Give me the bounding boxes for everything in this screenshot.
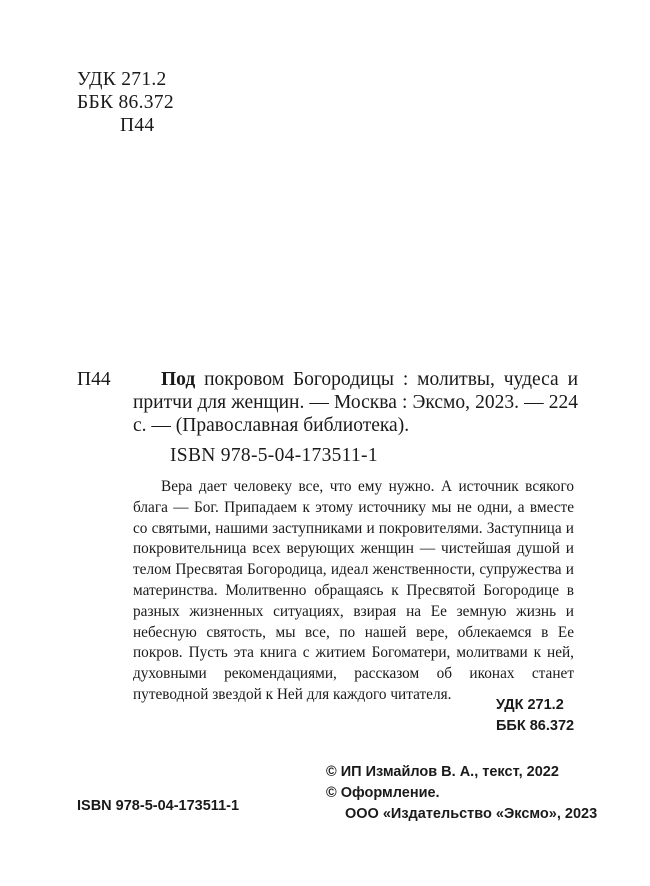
footer-classification xyxy=(496,695,574,737)
copyright-line-design: © Оформление. xyxy=(326,785,440,801)
bibliographic-text: покровом Богородицы : молитвы, чудеса и притчи для женщин. — Москва : Эксмо, 2023. — 224 с. — (Православная библиотека). xyxy=(133,369,579,436)
copyright-line-author: © ИП Измайлов В. А., текст, 2022 xyxy=(326,764,559,780)
udk-code: УДК 271.2 xyxy=(77,69,167,90)
bibliographic-description xyxy=(133,368,578,437)
bbk-code: ББК 86.372 xyxy=(77,92,174,113)
entry-author-sign: П44 xyxy=(77,369,111,390)
footer-bbk: ББК 86.372 xyxy=(496,718,575,734)
author-sign: П44 xyxy=(120,115,155,136)
title-first-word: Под xyxy=(161,369,196,390)
copyright-block xyxy=(326,762,597,825)
footer-udk: УДК 271.2 xyxy=(496,697,564,713)
isbn-main: ISBN 978-5-04-173511-1 xyxy=(170,445,378,466)
annotation-paragraph: Вера дает человеку все, что ему нужно. А источник всякого блага — Бог. Припадаем к этому источнику мы не одни, а вместе со святыми, нашими заступниками и покровителями. Заступница и покровительница всех верующих женщин — чистейшая душой и телом Пресвятая Богородица, идеал женственности, супружества и материнства. Молитвенно обращаясь к Пресвятой Богородице в разных жизненных ситуациях, взирая на Ее земную жизнь и небесную святость, мы все, по нашей вере, облекаемся в Ее покров. Пусть эта книга с житием Богоматери, молитвами к ней, духовными рекомендациями, рассказом об иконах станет путеводной звездой к Ней для каждого читателя. xyxy=(133,478,574,703)
classification-codes xyxy=(77,68,174,137)
copyright-line-publisher: ООО «Издательство «Эксмо», 2023 xyxy=(345,806,598,822)
footer-isbn: ISBN 978-5-04-173511-1 xyxy=(77,798,240,814)
